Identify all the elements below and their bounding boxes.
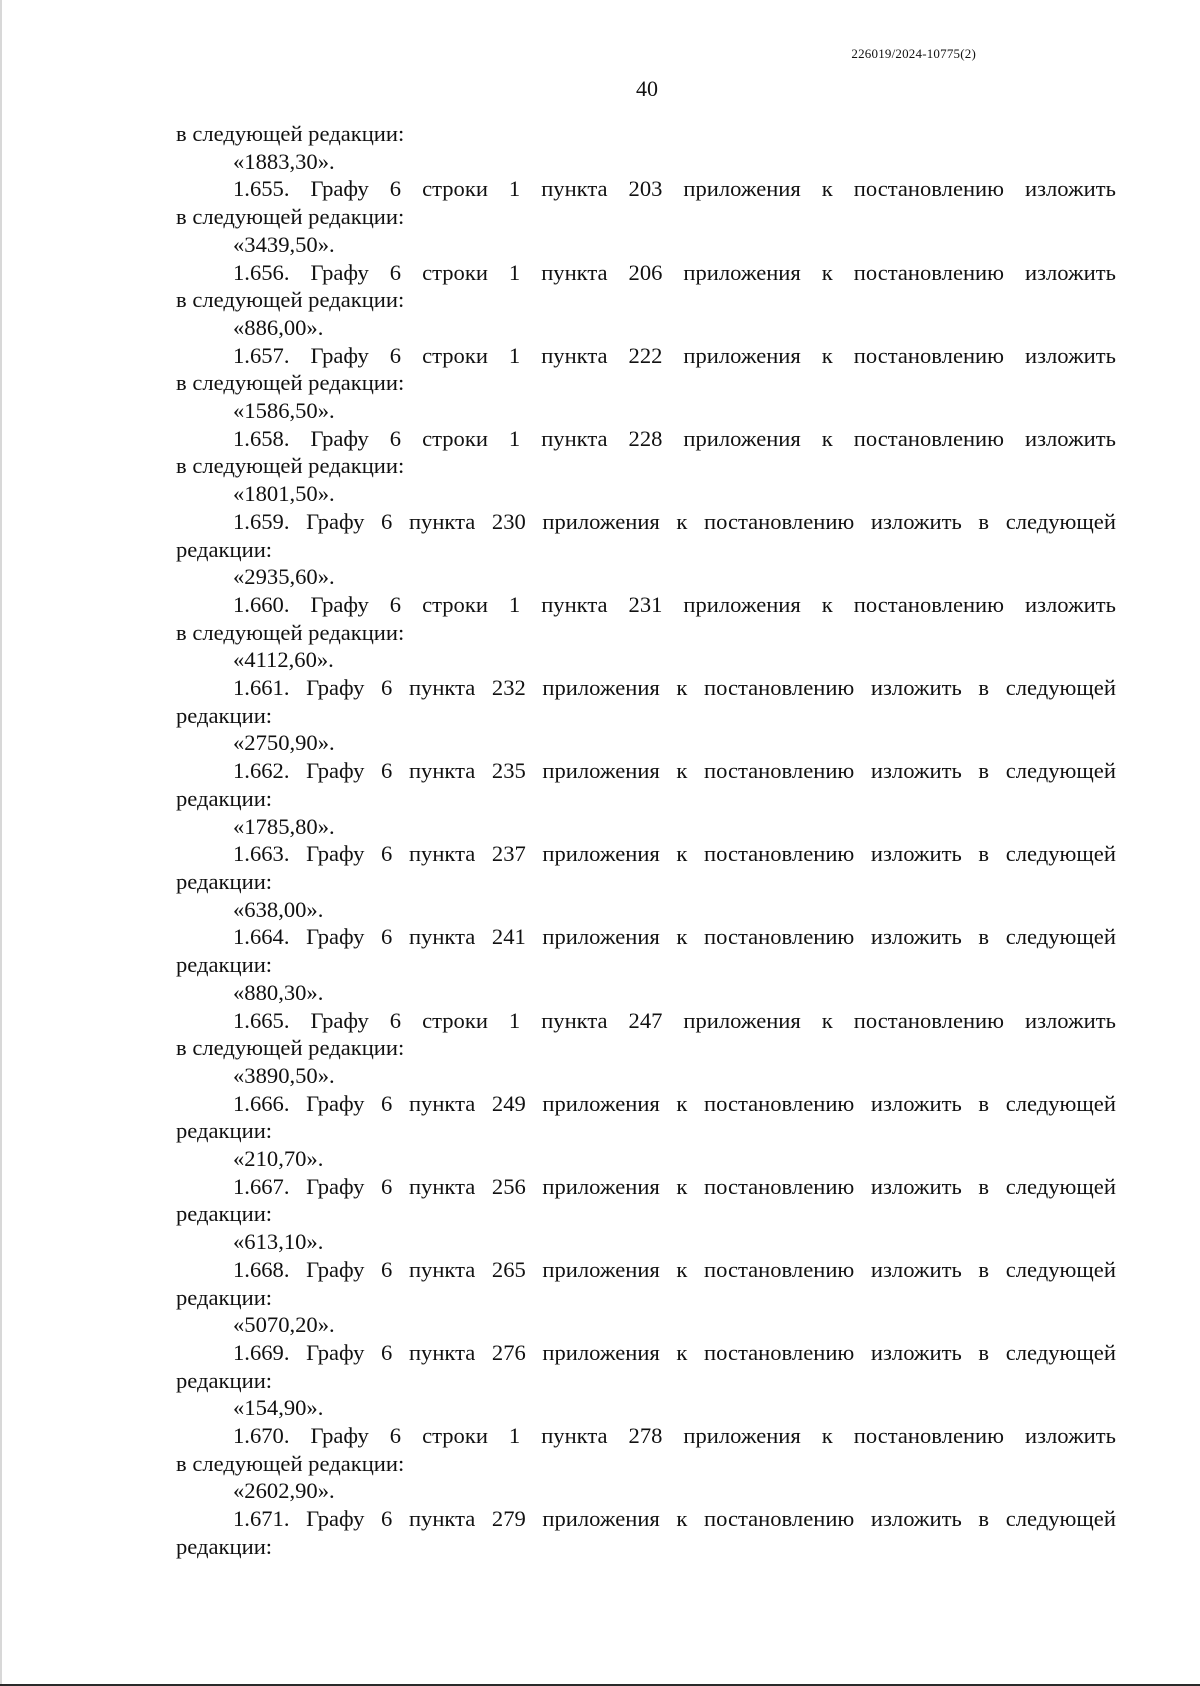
amendment-word: 1.670.: [233, 1423, 290, 1449]
amendment-word: Графу: [306, 841, 365, 867]
amendment-value-line: «3439,50».: [233, 231, 335, 257]
amendment-word: Графу: [306, 1090, 365, 1116]
amendment-item: [176, 1505, 1116, 1560]
amendment-first-line: [176, 342, 1116, 370]
page-number: 40: [636, 76, 658, 101]
amendment-value-line: «4112,60».: [233, 647, 334, 673]
amendment-word: приложения: [683, 1423, 801, 1449]
amendment-word: Графу: [310, 1423, 369, 1449]
amendment-word: Графу: [310, 342, 369, 368]
amendment-word: строки: [422, 425, 488, 451]
amendment-word: приложения: [542, 841, 660, 867]
amendment-word: постановлению: [704, 841, 855, 867]
amendment-word: изложить: [870, 758, 962, 784]
amendment-word: в: [978, 1506, 990, 1532]
amendment-word: 1: [508, 591, 521, 617]
amendment-word: 1.664.: [233, 924, 290, 950]
amendment-first-line: [176, 591, 1116, 619]
amendment-word: приложения: [542, 508, 660, 534]
amendment-item: [176, 1007, 1116, 1090]
amendment-word: следующей: [1005, 1090, 1116, 1116]
amendment-word: пункта: [408, 1256, 476, 1282]
amendment-word: 6: [381, 758, 393, 784]
amendment-continuation-line: в следующей редакции:: [176, 370, 405, 396]
amendment-continuation-line: редакции:: [176, 536, 273, 562]
amendment-word: 6: [381, 1256, 393, 1282]
amendment-word: 1.655.: [233, 176, 290, 202]
amendment-word: 235: [491, 758, 526, 784]
amendment-continuation-line: редакции:: [176, 868, 273, 894]
amendment-word: 1.669.: [233, 1339, 290, 1365]
amendment-word: следующей: [1005, 1506, 1116, 1532]
amendment-word: 1.666.: [233, 1090, 290, 1116]
amendment-word: приложения: [683, 425, 801, 451]
amendment-item: [176, 175, 1116, 258]
amendment-continuation-line: редакции:: [176, 1533, 273, 1559]
amendment-word: Графу: [306, 1256, 365, 1282]
amendment-item: [176, 674, 1116, 757]
opening-value-line: «1883,30».: [233, 148, 335, 174]
amendment-word: 1.668.: [233, 1256, 290, 1282]
amendment-word: 1: [508, 259, 521, 285]
amendment-word: приложения: [542, 1090, 660, 1116]
amendment-word: 6: [381, 1173, 393, 1199]
amendment-word: 1: [508, 1423, 521, 1449]
amendment-word: постановлению: [704, 1256, 855, 1282]
amendment-word: изложить: [1025, 425, 1116, 451]
amendment-word: следующей: [1005, 841, 1116, 867]
amendment-word: следующей: [1005, 758, 1116, 784]
amendment-value-line: «3890,50».: [233, 1062, 335, 1088]
amendment-continuation-line: редакции:: [176, 1367, 273, 1393]
amendment-word: постановлению: [704, 1506, 855, 1532]
amendment-word: в: [978, 758, 990, 784]
amendment-word: постановлению: [853, 1007, 1005, 1033]
amendment-word: следующей: [1005, 508, 1116, 534]
amendment-word: 256: [491, 1173, 526, 1199]
amendment-word: к: [676, 758, 688, 784]
amendment-first-line: [176, 1090, 1116, 1118]
amendment-word: Графу: [310, 591, 369, 617]
amendment-word: изложить: [870, 841, 962, 867]
amendment-item: [176, 1173, 1116, 1256]
amendment-word: пункта: [408, 1339, 476, 1365]
amendment-value-line: «1785,80».: [233, 813, 335, 839]
amendment-word: приложения: [542, 1339, 660, 1365]
amendment-item: [176, 508, 1116, 591]
amendment-value-line: «2935,60».: [233, 564, 335, 590]
amendment-value-line: «2750,90».: [233, 730, 335, 756]
amendment-word: Графу: [306, 1173, 365, 1199]
amendment-item: [176, 757, 1116, 840]
amendment-word: постановлению: [704, 924, 855, 950]
amendment-word: пункта: [541, 425, 608, 451]
amendment-first-line: [176, 425, 1116, 453]
amendment-word: к: [676, 841, 688, 867]
amendment-word: 6: [389, 591, 402, 617]
amendment-word: к: [821, 1007, 833, 1033]
amendment-continuation-line: в следующей редакции:: [176, 1035, 405, 1061]
amendment-word: в: [978, 675, 990, 701]
amendment-first-line: [176, 1339, 1116, 1367]
amendment-item: [176, 840, 1116, 923]
amendment-item: [176, 1422, 1116, 1505]
amendment-word: 1.671.: [233, 1506, 290, 1532]
amendment-continuation-line: в следующей редакции:: [176, 453, 405, 479]
amendment-word: Графу: [306, 758, 365, 784]
amendment-word: 6: [381, 1090, 393, 1116]
amendment-first-line: [176, 508, 1116, 536]
amendment-value-line: «2602,90».: [233, 1478, 335, 1504]
amendment-word: 279: [491, 1506, 526, 1532]
amendment-word: постановлению: [704, 758, 855, 784]
amendment-word: строки: [422, 342, 488, 368]
amendment-word: в: [978, 1090, 990, 1116]
amendment-value-line: «1586,50».: [233, 398, 335, 424]
amendment-word: приложения: [683, 591, 801, 617]
amendment-first-line: [176, 1007, 1116, 1035]
amendment-word: 1: [508, 342, 521, 368]
amendment-continuation-line: в следующей редакции:: [176, 1450, 405, 1476]
amendment-word: 6: [389, 425, 402, 451]
amendment-word: строки: [422, 591, 488, 617]
amendment-word: изложить: [870, 1339, 962, 1365]
amendment-word: к: [676, 1506, 688, 1532]
amendment-first-line: [176, 175, 1116, 203]
amendment-item: [176, 259, 1116, 342]
amendment-word: изложить: [1025, 259, 1116, 285]
amendment-continuation-line: в следующей редакции:: [176, 204, 405, 230]
amendment-word: 1.658.: [233, 425, 290, 451]
amendment-word: 203: [628, 176, 663, 202]
amendment-word: 1: [508, 1007, 521, 1033]
amendment-first-line: [176, 1173, 1116, 1201]
amendment-word: пункта: [408, 675, 476, 701]
amendment-word: 237: [491, 841, 526, 867]
amendment-word: пункта: [408, 841, 476, 867]
amendment-word: Графу: [310, 1007, 369, 1033]
amendment-word: следующей: [1005, 1339, 1116, 1365]
amendment-word: к: [676, 1173, 688, 1199]
amendment-word: Графу: [310, 176, 369, 202]
amendment-word: 1.657.: [233, 342, 290, 368]
amendment-word: 6: [389, 259, 402, 285]
amendment-word: постановлению: [853, 591, 1005, 617]
amendment-word: строки: [422, 1007, 488, 1033]
amendment-word: 6: [381, 924, 393, 950]
amendment-continuation-line: редакции:: [176, 1201, 273, 1227]
amendment-word: к: [676, 508, 688, 534]
amendment-word: постановлению: [853, 342, 1005, 368]
amendment-word: в: [978, 508, 990, 534]
amendment-word: постановлению: [704, 675, 855, 701]
amendment-word: 6: [381, 841, 393, 867]
amendment-word: пункта: [408, 758, 476, 784]
amendment-word: в: [978, 841, 990, 867]
amendment-word: пункта: [408, 1090, 476, 1116]
amendment-word: в: [978, 1256, 990, 1282]
amendment-word: приложения: [542, 924, 660, 950]
amendment-word: к: [821, 1423, 833, 1449]
amendment-word: пункта: [541, 176, 608, 202]
amendment-items: [176, 175, 1116, 1560]
amendment-value-line: «1801,50».: [233, 481, 335, 507]
amendment-word: 1.663.: [233, 841, 290, 867]
amendment-value-line: «154,90».: [233, 1395, 324, 1421]
amendment-word: к: [676, 675, 688, 701]
amendment-word: Графу: [306, 1506, 365, 1532]
amendment-word: 1.662.: [233, 758, 290, 784]
amendment-word: 1.665.: [233, 1007, 290, 1033]
amendment-first-line: [176, 1422, 1116, 1450]
amendment-word: к: [821, 425, 833, 451]
document-body: [176, 120, 1116, 1561]
amendment-word: изложить: [870, 1506, 962, 1532]
amendment-word: 1.659.: [233, 508, 290, 534]
amendment-word: приложения: [542, 1173, 660, 1199]
amendment-word: следующей: [1005, 1173, 1116, 1199]
amendment-first-line: [176, 757, 1116, 785]
amendment-word: 247: [628, 1007, 663, 1033]
amendment-word: пункта: [408, 1173, 476, 1199]
amendment-first-line: [176, 923, 1116, 951]
amendment-item: [176, 591, 1116, 674]
amendment-word: строки: [422, 176, 488, 202]
amendment-word: приложения: [542, 675, 660, 701]
amendment-word: 1.667.: [233, 1173, 290, 1199]
amendment-continuation-line: редакции:: [176, 952, 273, 978]
opening-continuation-line: в следующей редакции:: [176, 121, 405, 146]
amendment-continuation-line: редакции:: [176, 702, 273, 728]
amendment-word: 6: [389, 176, 402, 202]
amendment-continuation-line: редакции:: [176, 1284, 273, 1310]
amendment-word: пункта: [541, 259, 608, 285]
amendment-item: [176, 342, 1116, 425]
amendment-item: [176, 425, 1116, 508]
amendment-word: 206: [628, 259, 663, 285]
amendment-word: 276: [491, 1339, 526, 1365]
amendment-word: к: [676, 924, 688, 950]
amendment-word: 6: [389, 1423, 402, 1449]
amendment-word: изложить: [1025, 591, 1116, 617]
amendment-value-line: «886,00».: [233, 314, 324, 340]
amendment-word: изложить: [870, 1173, 962, 1199]
amendment-word: в: [978, 924, 990, 950]
amendment-word: строки: [422, 259, 488, 285]
amendment-word: пункта: [408, 924, 476, 950]
amendment-word: изложить: [870, 508, 962, 534]
amendment-word: к: [821, 176, 833, 202]
amendment-word: изложить: [1025, 1007, 1116, 1033]
amendment-word: изложить: [1025, 1423, 1116, 1449]
amendment-word: Графу: [306, 1339, 365, 1365]
amendment-word: Графу: [310, 259, 369, 285]
amendment-word: изложить: [1025, 342, 1116, 368]
amendment-word: 249: [491, 1090, 526, 1116]
amendment-continuation-line: редакции:: [176, 785, 273, 811]
amendment-word: 222: [628, 342, 663, 368]
amendment-word: постановлению: [853, 1423, 1005, 1449]
amendment-word: постановлению: [704, 508, 855, 534]
amendment-word: приложения: [683, 342, 801, 368]
amendment-word: приложения: [542, 1256, 660, 1282]
amendment-word: пункта: [541, 1423, 608, 1449]
amendment-word: к: [676, 1256, 688, 1282]
amendment-first-line: [176, 1256, 1116, 1284]
amendment-word: 232: [491, 675, 526, 701]
amendment-word: постановлению: [704, 1173, 855, 1199]
amendment-word: приложения: [542, 758, 660, 784]
amendment-word: 265: [491, 1256, 526, 1282]
amendment-word: 6: [389, 342, 402, 368]
amendment-value-line: «5070,20».: [233, 1312, 335, 1338]
amendment-word: Графу: [306, 924, 365, 950]
amendment-word: в: [978, 1339, 990, 1365]
amendment-word: 1: [508, 176, 521, 202]
amendment-continuation-line: в следующей редакции:: [176, 287, 405, 313]
amendment-word: Графу: [306, 675, 365, 701]
amendment-word: постановлению: [704, 1090, 855, 1116]
amendment-word: приложения: [683, 259, 801, 285]
amendment-word: приложения: [683, 1007, 801, 1033]
amendment-word: постановлению: [704, 1339, 855, 1365]
amendment-word: постановлению: [853, 259, 1005, 285]
amendment-word: приложения: [683, 176, 801, 202]
amendment-word: пункта: [408, 1506, 476, 1532]
amendment-value-line: «638,00».: [233, 896, 324, 922]
amendment-word: 1: [508, 425, 521, 451]
amendment-word: пункта: [541, 342, 608, 368]
amendment-word: следующей: [1005, 675, 1116, 701]
amendment-word: к: [676, 1339, 688, 1365]
amendment-continuation-line: в следующей редакции:: [176, 619, 405, 645]
amendment-first-line: [176, 1505, 1116, 1533]
amendment-word: 231: [628, 591, 663, 617]
amendment-item: [176, 1256, 1116, 1339]
amendment-word: к: [821, 342, 833, 368]
scan-edge-left: [0, 0, 2, 1686]
amendment-item: [176, 1339, 1116, 1422]
amendment-word: постановлению: [853, 176, 1005, 202]
amendment-word: изложить: [870, 1256, 962, 1282]
amendment-word: к: [821, 591, 833, 617]
amendment-word: 6: [381, 1506, 393, 1532]
amendment-word: пункта: [541, 1007, 608, 1033]
amendment-value-line: «210,70».: [233, 1146, 324, 1172]
amendment-word: изложить: [870, 675, 962, 701]
amendment-continuation-line: редакции:: [176, 1118, 273, 1144]
amendment-word: изложить: [1025, 176, 1116, 202]
amendment-word: 241: [491, 924, 526, 950]
amendment-word: 1.656.: [233, 259, 290, 285]
amendment-first-line: [176, 259, 1116, 287]
amendment-word: приложения: [542, 1506, 660, 1532]
amendment-word: 6: [381, 1339, 393, 1365]
amendment-value-line: «880,30».: [233, 979, 324, 1005]
amendment-word: 6: [381, 508, 393, 534]
amendment-word: постановлению: [853, 425, 1005, 451]
amendment-word: 1.660.: [233, 591, 290, 617]
amendment-first-line: [176, 840, 1116, 868]
amendment-word: 1.661.: [233, 675, 290, 701]
amendment-word: 278: [628, 1423, 663, 1449]
amendment-word: изложить: [870, 924, 962, 950]
amendment-word: к: [821, 259, 833, 285]
amendment-word: 230: [491, 508, 526, 534]
amendment-word: к: [676, 1090, 688, 1116]
amendment-word: пункта: [408, 508, 476, 534]
amendment-item: [176, 1090, 1116, 1173]
amendment-word: 6: [381, 675, 393, 701]
amendment-value-line: «613,10».: [233, 1229, 324, 1255]
amendment-word: Графу: [310, 425, 369, 451]
amendment-word: пункта: [541, 591, 608, 617]
amendment-word: 6: [389, 1007, 402, 1033]
amendment-word: следующей: [1005, 924, 1116, 950]
amendment-first-line: [176, 674, 1116, 702]
document-number: 226019/2024-10775(2): [851, 46, 976, 61]
amendment-word: строки: [422, 1423, 488, 1449]
amendment-item: [176, 923, 1116, 1006]
amendment-word: изложить: [870, 1090, 962, 1116]
amendment-word: Графу: [306, 508, 365, 534]
amendment-word: в: [978, 1173, 990, 1199]
amendment-word: следующей: [1005, 1256, 1116, 1282]
amendment-word: 228: [628, 425, 663, 451]
